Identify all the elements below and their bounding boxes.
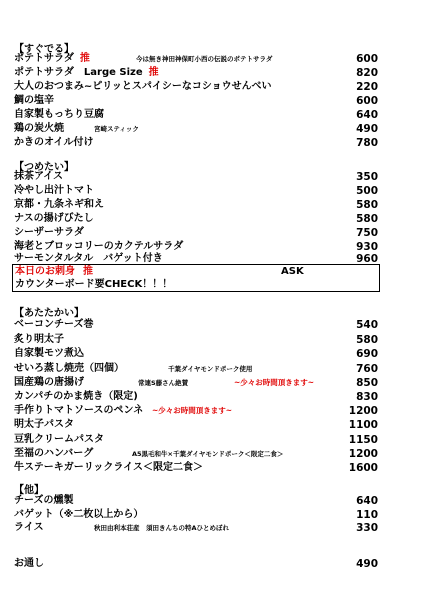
special-sashimi-box [12, 264, 380, 292]
section-title-tsumetai: 【つめたい】 [14, 162, 74, 173]
section-title-other: 【他】 [14, 485, 44, 496]
item-price: 760 [356, 363, 378, 375]
menu-item [14, 52, 384, 66]
recommend-mark: 推 [148, 67, 159, 78]
item-name: 国産鶏の唐揚げ [14, 377, 84, 388]
item-price: 580 [356, 213, 378, 225]
menu-item [14, 318, 384, 332]
item-name: シーザーサラダ [14, 227, 84, 238]
menu-item [14, 508, 384, 522]
item-price: 500 [356, 185, 378, 197]
item-name: 豆乳クリームパスタ [14, 434, 104, 445]
menu-item [14, 362, 384, 376]
item-note: 宮崎スティック [94, 125, 139, 133]
item-price: 540 [356, 319, 378, 331]
item-name: カンパチのかま焼き（限定) [14, 391, 138, 402]
recommend-mark: 推 [83, 266, 93, 277]
menu-item [14, 80, 384, 94]
item-note: 常連S藤さん絶賛 [138, 379, 189, 387]
item-note: 今は無き神田神保町小西の伝説のポテトサラダ [136, 55, 273, 63]
menu-item [14, 212, 384, 226]
menu-item [14, 198, 384, 212]
item-name: かきのオイル付け [14, 137, 94, 148]
menu-item [14, 333, 384, 347]
item-name: バゲット（※二枚以上から） [14, 509, 144, 520]
item-price: 580 [356, 199, 378, 211]
recommend-mark: 推 [79, 53, 90, 64]
menu-item [14, 376, 384, 390]
item-price: 750 [356, 227, 378, 239]
item-price: 330 [356, 522, 378, 534]
menu-item [14, 494, 384, 508]
item-name: ベーコンチーズ巻 [14, 319, 94, 330]
menu-item [14, 390, 384, 404]
menu-item [14, 170, 384, 184]
item-note: A5黒毛和牛×千葉ダイヤモンドポーク＜限定二食＞ [132, 450, 284, 458]
menu-item [14, 94, 384, 108]
menu-item [14, 521, 384, 535]
menu-item [14, 433, 384, 447]
item-name: ナスの揚げびたし [14, 213, 94, 224]
special-title: 本日のお刺身 推 [15, 266, 93, 277]
menu-item-otoshi [14, 557, 384, 571]
item-name: チーズの燻製 [14, 495, 74, 506]
menu-item [14, 66, 384, 80]
item-price: 640 [356, 495, 378, 507]
item-name: せいろ蒸し焼売（四個） [14, 363, 124, 374]
item-price: 490 [356, 558, 378, 570]
item-name: 自家製モツ煮込 [14, 348, 84, 359]
item-price: 350 [356, 171, 378, 183]
item-price: 780 [356, 137, 378, 149]
item-name: ポテトサラダ Large Size 推 [14, 67, 159, 78]
item-price: 640 [356, 109, 378, 121]
item-name: ライス [14, 522, 44, 533]
item-price: 580 [356, 334, 378, 346]
item-name: 抹茶アイス [14, 171, 63, 182]
item-name: 手作りトマトソースのペンネ [14, 405, 144, 416]
item-price: 1150 [348, 434, 378, 446]
item-price: 850 [356, 377, 378, 389]
section-title-atatakai: 【あたたかい】 [14, 308, 84, 319]
item-name: 自家製もっちり豆腐 [14, 109, 104, 120]
item-name: 京都・九条ネギ和え [14, 199, 104, 210]
item-price: 820 [356, 67, 378, 79]
item-name: 冷やし出汁トマト [14, 185, 94, 196]
menu-item [14, 461, 384, 475]
item-name: 明太子パスタ [14, 419, 74, 430]
menu-item [14, 108, 384, 122]
menu-item [14, 347, 384, 361]
item-price: 1200 [348, 405, 378, 417]
menu-item [14, 447, 384, 461]
item-name: 大人のおつまみ~ピリッとスパイシーなコショウせんべい [14, 81, 272, 92]
item-price: 110 [356, 509, 378, 521]
menu-item [14, 136, 384, 150]
item-note-red: ~少々お時間頂きます~ [152, 406, 233, 415]
section-title-sugu: 【すぐでる】 [14, 44, 74, 55]
item-price: 830 [356, 391, 378, 403]
item-name: 鯛の塩辛 [14, 95, 54, 106]
menu-item [14, 184, 384, 198]
special-price-ask: ASK [281, 266, 304, 277]
item-note: 秋田由利本荘産 須田きんちの特Aひとめぼれ [94, 524, 230, 532]
special-note: カウンターボード要CHECK！！！ [15, 279, 173, 290]
item-name: 牛ステーキガーリックライス＜限定二食＞ [14, 462, 203, 473]
item-price: 600 [356, 95, 378, 107]
item-price: 960 [356, 253, 378, 265]
item-price: 1200 [348, 448, 378, 460]
item-name: ポテトサラダ 推 [14, 53, 90, 64]
item-name: サーモンタルタル バゲット付き [14, 253, 163, 264]
item-name: 鶏の炭火焼 [14, 123, 64, 134]
item-name: お通し [14, 558, 44, 569]
item-price: 1100 [348, 419, 378, 431]
item-name: 炙り明太子 [14, 334, 64, 345]
menu-item [14, 122, 384, 136]
item-name: 海老とブロッコリーのカクテルサラダ [14, 241, 184, 252]
menu-item [14, 226, 384, 240]
item-price: 690 [356, 348, 378, 360]
item-price: 600 [356, 53, 378, 65]
item-note: 千葉ダイヤモンドポーク使用 [168, 365, 253, 373]
item-price: 930 [356, 241, 378, 253]
item-price: 1600 [348, 462, 378, 474]
menu-item [14, 418, 384, 432]
menu-item [14, 404, 384, 418]
item-price: 220 [356, 81, 378, 93]
item-price: 490 [356, 123, 378, 135]
item-note-red: ~少々お時間頂きます~ [234, 378, 315, 387]
item-name: 至福のハンバーグ [14, 448, 94, 459]
